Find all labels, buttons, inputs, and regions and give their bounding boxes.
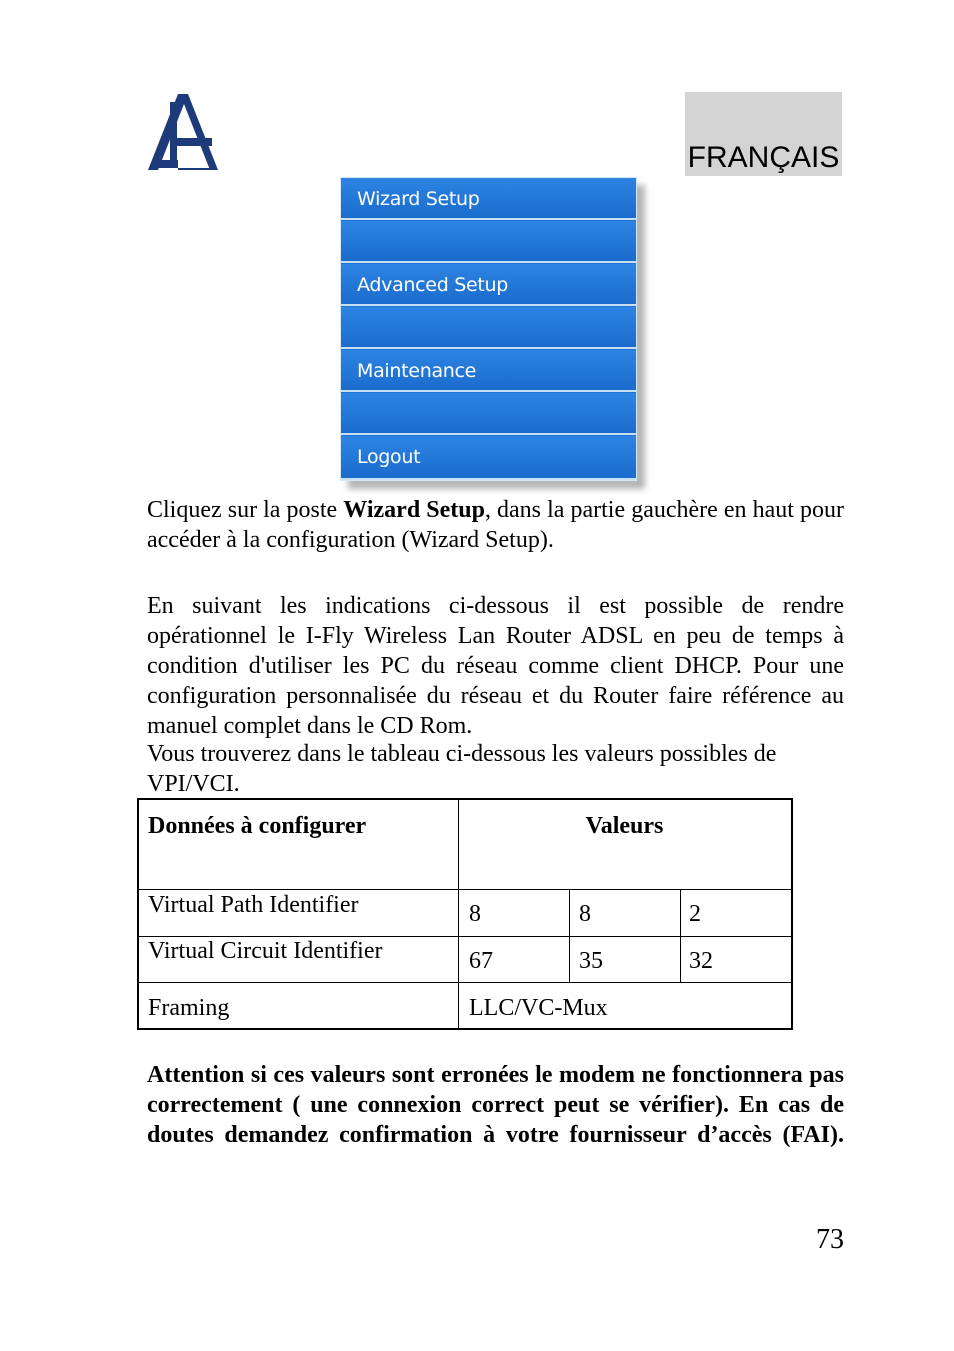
vpi-vci-table	[137, 798, 793, 1030]
row-framing-label: Framing	[148, 995, 230, 1021]
language-tab	[685, 92, 842, 176]
explanation-paragraph: En suivant les indications ci-dessous il est possible de rendre opérationnel le I-Fly Wireless Lan Router ADSL en peu de temps à condition d'utiliser les PC du réseau comme client DHCP. Pour une configuration personnalisée du réseau et du Router faire référence au manuel complet dans le CD Rom.	[147, 593, 844, 739]
wizard-setup-emphasis: Wizard Setup	[343, 497, 485, 523]
row-vpi-value-2: 8	[579, 901, 591, 927]
language-label: FRANÇAIS	[687, 141, 840, 174]
menu-item-maintenance[interactable]	[341, 350, 636, 392]
menu-item-label: Logout	[357, 446, 421, 468]
menu-item-advanced-setup[interactable]	[341, 264, 636, 306]
warning-paragraph: Attention si ces valeurs sont erronées le modem ne fonctionnera pas correctement ( une connexion correct peut se vérifier). En cas de doutes demandez confirmation à votre fournisseur d’accès (FAI).	[147, 1062, 844, 1148]
router-menu	[340, 177, 637, 481]
row-vci-value-2: 35	[579, 948, 603, 974]
table-header-values: Valeurs	[585, 813, 664, 839]
table-intro-paragraph: Vous trouverez dans le tableau ci-dessous les valeurs possibles de VPI/VCI.	[147, 741, 777, 797]
menu-item-label: Wizard Setup	[357, 188, 480, 210]
menu-item-label: Advanced Setup	[357, 274, 508, 296]
menu-item-blank	[341, 221, 636, 263]
row-vpi-value-1: 8	[469, 901, 481, 927]
row-vpi-value-3: 2	[689, 901, 701, 927]
menu-item-blank	[341, 307, 636, 349]
page-number: 73	[816, 1224, 844, 1255]
intro-paragraph: Cliquez sur la poste Wizard Setup, dans la partie gauchère en haut pour accéder à la configuration (Wizard Setup).	[147, 497, 844, 553]
row-vci-value-1: 67	[469, 948, 493, 974]
row-framing-value: LLC/VC-Mux	[469, 995, 608, 1021]
menu-item-label: Maintenance	[357, 360, 477, 382]
menu-item-wizard-setup[interactable]	[341, 178, 636, 220]
table-header-field: Données à configurer	[148, 813, 367, 839]
menu-item-logout[interactable]	[341, 436, 636, 480]
atlantis-logo	[148, 94, 220, 170]
row-vpi-label: Virtual Path Identifier	[148, 892, 359, 918]
menu-item-blank	[341, 393, 636, 435]
row-vci-label: Virtual Circuit Identifier	[148, 938, 383, 964]
row-vci-value-3: 32	[689, 948, 713, 974]
